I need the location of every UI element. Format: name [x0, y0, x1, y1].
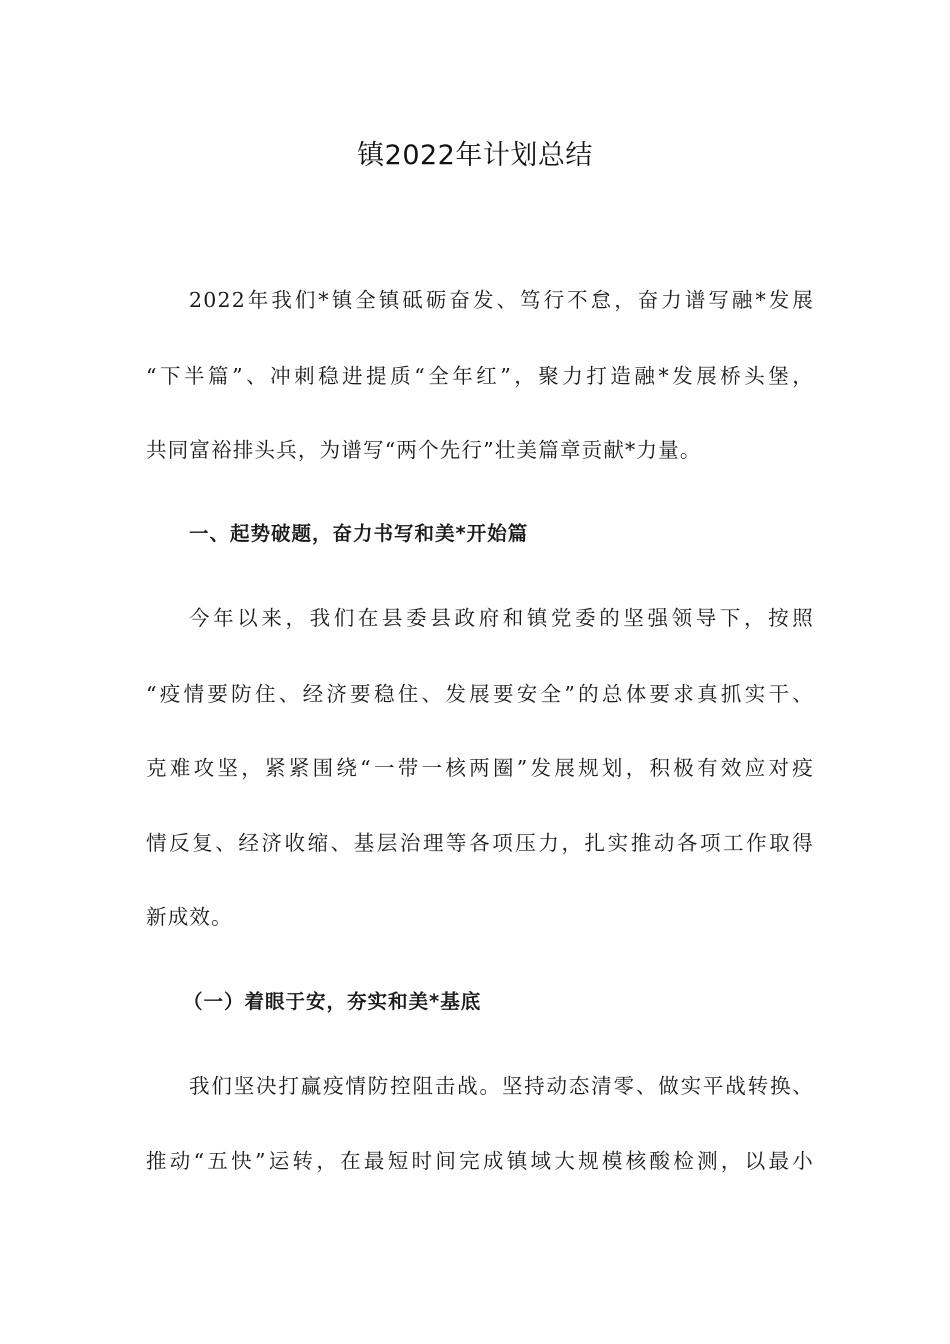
document-title: 镇2022年计划总结: [357, 140, 593, 171]
section1-heading: 一、起势破题，奋力书写和美*开始篇: [189, 522, 529, 545]
subsection1-line-2: 推动“五快”运转，在最短时间完成镇域大规模核酸检测，以最小: [146, 1149, 814, 1173]
subsection1-line-1: 我们坚决打赢疫情防控阻击战。坚持动态清零、做实平战转换、: [189, 1074, 814, 1098]
intro-line-3: 共同富裕排头兵，为谱写“两个先行”壮美篇章贡献*力量。: [146, 438, 702, 462]
section1-line-1: 今年以来，我们在县委县政府和镇党委的坚强领导下，按照: [189, 606, 814, 630]
section1-line-4: 情反复、经济收缩、基层治理等各项压力，扎实推动各项工作取得: [146, 831, 814, 855]
section1-line-2: “疫情要防住、经济要稳住、发展要安全”的总体要求真抓实干、: [146, 682, 814, 706]
section1-line-3: 克难攻坚，紧紧围绕“一带一核两圈”发展规划，积极有效应对疫: [146, 756, 814, 780]
intro-line-1: 2022年我们*镇全镇砥砺奋发、笃行不怠，奋力谱写融*发展: [189, 288, 814, 312]
intro-line-2: “下半篇”、冲刺稳进提质“全年红”，聚力打造融*发展桥头堡，: [146, 364, 814, 388]
subsection1-heading: （一）着眼于安，夯实和美*基底: [183, 990, 482, 1013]
section1-line-5: 新成效。: [146, 905, 233, 929]
